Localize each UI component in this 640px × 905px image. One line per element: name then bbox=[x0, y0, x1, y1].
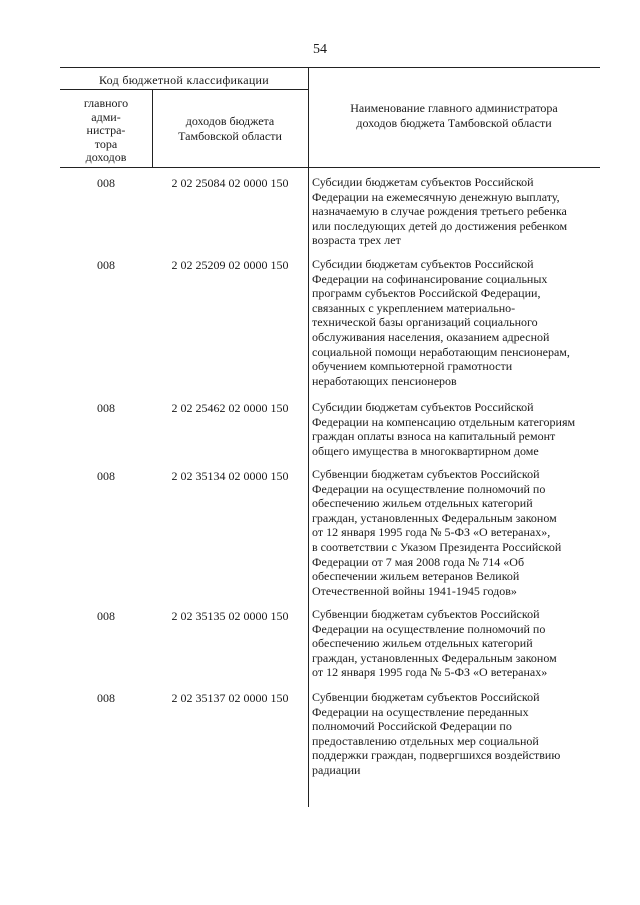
header-code-line: доходов бюджета bbox=[185, 114, 275, 128]
name-line: радиации bbox=[312, 762, 361, 777]
name-line: Субвенции бюджетам субъектов Российской bbox=[312, 690, 540, 704]
name-line: Субсидии бюджетам субъектов Российской bbox=[312, 257, 534, 271]
header-name-column bbox=[308, 101, 600, 131]
revenue-name bbox=[312, 607, 594, 680]
revenue-name bbox=[312, 400, 594, 458]
name-line: от 12 января 1995 года № 5-ФЗ «О ветеранах» bbox=[312, 665, 548, 680]
name-line: предоставлению отдельных мер социальной bbox=[312, 733, 539, 748]
table-top-rule bbox=[60, 67, 600, 68]
name-line: социальной помощи неработающим пенсионерам, bbox=[312, 344, 570, 359]
revenue-name bbox=[312, 175, 594, 248]
name-line: от 12 января 1995 года № 5-ФЗ «О ветеранах», bbox=[312, 525, 551, 540]
name-line: программ субъектов Российской Федерации, bbox=[312, 286, 541, 301]
revenue-code: 2 02 25462 02 0000 150 bbox=[171, 401, 289, 415]
header-code-column bbox=[152, 114, 308, 144]
name-line: Федерации на осуществление полномочий по bbox=[312, 621, 546, 636]
name-line: обеспечении жильем ветеранов Великой bbox=[312, 569, 520, 584]
name-line: Субсидии бюджетам субъектов Российской bbox=[312, 175, 534, 189]
header-admin-column bbox=[60, 97, 152, 165]
name-line: или последующих детей до достижения ребенком bbox=[312, 218, 568, 233]
column-divider-right bbox=[308, 67, 309, 807]
name-line: возраста трех лет bbox=[312, 233, 401, 248]
page-number: 54 bbox=[313, 42, 327, 57]
name-line: Федерации на осуществление переданных bbox=[312, 704, 529, 719]
name-line: Федерации на осуществление полномочий по bbox=[312, 481, 546, 496]
admin-code: 008 bbox=[97, 469, 115, 483]
header-code-line: Тамбовской области bbox=[178, 129, 282, 143]
admin-code: 008 bbox=[97, 258, 115, 272]
name-line: Субсидии бюджетам субъектов Российской bbox=[312, 400, 534, 414]
name-line: в соответствии с Указом Президента Российской bbox=[312, 539, 562, 554]
admin-code: 008 bbox=[97, 691, 115, 705]
revenue-code: 2 02 35134 02 0000 150 bbox=[171, 469, 289, 483]
name-line: обучением компьютерной грамотности bbox=[312, 359, 513, 374]
revenue-code: 2 02 25084 02 0000 150 bbox=[171, 176, 289, 190]
revenue-name bbox=[312, 467, 594, 598]
header-code-group: Код бюджетной классификации bbox=[98, 73, 270, 87]
admin-code: 008 bbox=[97, 609, 115, 623]
name-line: Субвенции бюджетам субъектов Российской bbox=[312, 467, 540, 481]
name-line: Субвенции бюджетам субъектов Российской bbox=[312, 607, 540, 621]
header-admin-line: доходов bbox=[85, 150, 127, 165]
name-line: обслуживания населения, оказанием адресной bbox=[312, 329, 550, 344]
header-admin-line: адми- bbox=[91, 109, 121, 124]
header-admin-line: главного bbox=[83, 96, 129, 110]
name-line: граждан, установленных Федеральным законом bbox=[312, 510, 557, 525]
name-line: обеспечению жильем отдельных категорий bbox=[312, 496, 533, 511]
name-line: общего имущества в многоквартирном доме bbox=[312, 443, 539, 458]
name-line: Отечественной войны 1941-1945 годов» bbox=[312, 583, 517, 598]
revenue-code: 2 02 25209 02 0000 150 bbox=[171, 258, 289, 272]
revenue-name bbox=[312, 690, 594, 778]
name-line: связанных с укреплением материально- bbox=[312, 300, 516, 315]
name-line: технической базы организаций социального bbox=[312, 315, 538, 330]
revenue-code: 2 02 35135 02 0000 150 bbox=[171, 609, 289, 623]
header-bottom-rule bbox=[60, 167, 600, 168]
header-admin-line: нистра- bbox=[86, 123, 126, 138]
name-line: поддержки граждан, подвергшихся воздействию bbox=[312, 748, 561, 763]
name-line: Федерации на ежемесячную денежную выплату, bbox=[312, 189, 560, 204]
name-line: Федерации от 7 мая 2008 года № 714 «Об bbox=[312, 554, 525, 569]
name-line: неработающих пенсионеров bbox=[312, 373, 457, 388]
admin-code: 008 bbox=[97, 176, 115, 190]
name-line: Федерации на софинансирование социальных bbox=[312, 271, 548, 286]
admin-code: 008 bbox=[97, 401, 115, 415]
header-admin-line: тора bbox=[94, 136, 118, 151]
name-line: полномочий Российской Федерации по bbox=[312, 719, 512, 734]
name-line: Федерации на компенсацию отдельным категориям bbox=[312, 414, 576, 429]
name-line: обеспечению жильем отдельных категорий bbox=[312, 636, 533, 651]
name-line: назначаемую в случае рождения третьего ребенка bbox=[312, 204, 567, 219]
header-name-line: доходов бюджета Тамбовской области bbox=[356, 116, 552, 130]
name-line: граждан, установленных Федеральным законом bbox=[312, 650, 557, 665]
revenue-name bbox=[312, 257, 594, 388]
name-line: граждан оплаты взноса на капитальный ремонт bbox=[312, 429, 556, 444]
header-name-line: Наименование главного администратора bbox=[350, 101, 558, 115]
revenue-code: 2 02 35137 02 0000 150 bbox=[171, 691, 289, 705]
code-group-rule bbox=[60, 89, 308, 90]
